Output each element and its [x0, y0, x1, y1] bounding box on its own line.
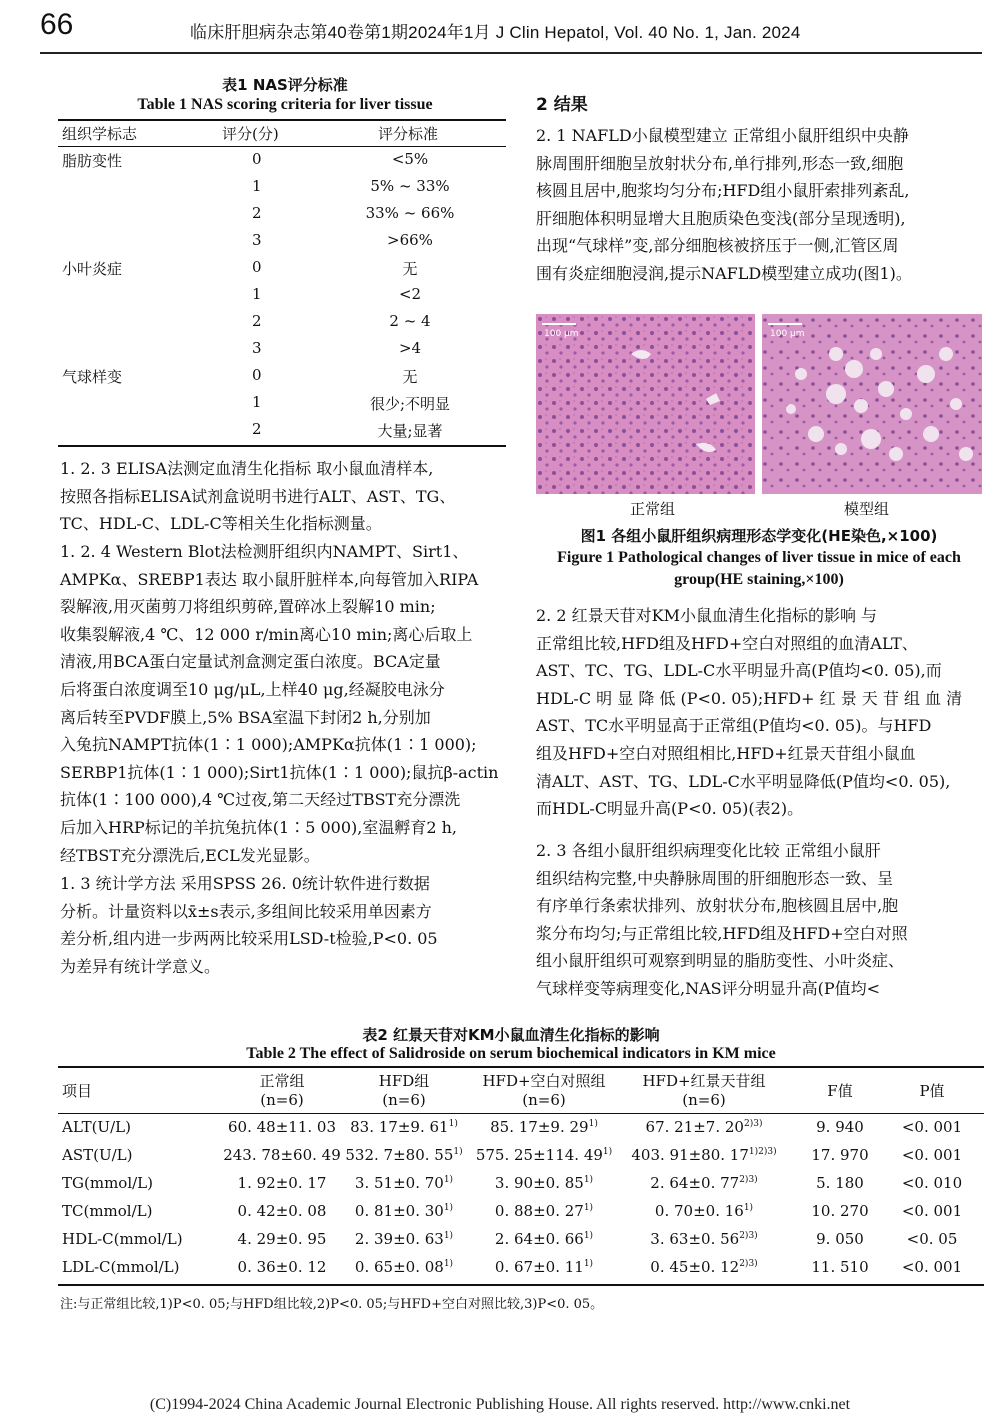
- figure1-histology: [536, 314, 982, 494]
- table2-value: 403. 91±80. 17: [631, 1146, 749, 1164]
- text-line: 肝细胞体积明显增大且胞质染色变浅(部分呈现透明),: [536, 208, 906, 228]
- table2-significance-mark: 1): [583, 1259, 594, 1269]
- table2-value: 0. 81±0. 30: [354, 1202, 444, 1220]
- table2-note: 注:与正常组比较,1)P<0. 05;与HFD组比较,2)P<0. 05;与HFD+空白对照比较,3)P<0. 05。: [60, 1297, 604, 1312]
- table2-cell-normal: [207, 1202, 357, 1220]
- paragraph-2-1: [536, 122, 984, 288]
- table2-cell-blank: [464, 1118, 624, 1136]
- table2-value: 0. 65±0. 08: [354, 1258, 444, 1276]
- text-line: TC、HDL-C、LDL-C等相关生化指标测量。: [60, 514, 382, 534]
- table2-cell-normal: [207, 1146, 357, 1164]
- table2-header-cell: 正常组: [259, 1072, 305, 1090]
- table2-value: <0. 001: [901, 1118, 963, 1136]
- text-line: 清液,用BCA蛋白定量试剂盒测定蛋白浓度。BCA定量: [60, 652, 441, 672]
- normal-group-image: [536, 314, 755, 494]
- text-line: 收集裂解液,4 ℃、12 000 r/min离心10 min;离心后取上: [60, 624, 473, 644]
- table2-significance-mark: 1): [588, 1119, 598, 1129]
- table2-cell-p: [892, 1230, 972, 1248]
- table1-cell-marker: 气球样变: [62, 368, 123, 386]
- text-line: 为差异有统计学意义。: [60, 956, 221, 976]
- table2-cell-p: [892, 1146, 972, 1164]
- table2-cell-sal: [624, 1230, 784, 1248]
- table2-cell-blank: [464, 1258, 624, 1276]
- section-heading-results: 2 结果: [536, 95, 588, 115]
- table2-cell-sal: [624, 1202, 784, 1220]
- text-line: 2. 1 NAFLD小鼠模型建立 正常组小鼠肝组织中央静: [536, 126, 909, 145]
- text-line: 组及HFD+空白对照组相比,HFD+红景天苷组小鼠血: [536, 743, 916, 763]
- table2-cell-hfd: [344, 1230, 464, 1248]
- table2-cell-item: [62, 1258, 180, 1276]
- text-line: 分析。计量资料以x̄±s表示,多组间比较采用单因素方: [60, 901, 432, 921]
- figure1-images: [536, 314, 982, 494]
- table2-header-n: (n=6): [522, 1091, 566, 1109]
- table2-value: LDL-C(mmol/L): [62, 1258, 180, 1276]
- table1-caption-en: Table 1 NAS scoring criteria for liver tissue: [137, 96, 433, 113]
- figure1-caption-en-line1: Figure 1 Pathological changes of liver tissue in mice of each: [557, 549, 961, 566]
- table2-header-n: (n=6): [382, 1091, 426, 1109]
- table1-cell-criteria: 2 ~ 4: [389, 312, 431, 330]
- text-line: 1. 2. 4 Western Blot法检测肝组织内NAMPT、Sirt1、: [60, 542, 469, 561]
- table2-value: 0. 42±0. 08: [237, 1202, 327, 1220]
- text-line: 围有炎症细胞浸润,提示NAFLD模型建立成功(图1)。: [536, 263, 912, 283]
- table1-cell-criteria: 无: [402, 368, 418, 386]
- table2-header-cell: F值: [827, 1082, 853, 1100]
- text-line: 1. 2. 3 ELISA法测定血清生化指标 取小鼠血清样本,: [60, 459, 434, 478]
- table2-value: 3. 90±0. 85: [494, 1174, 584, 1192]
- table2-cell-item: [62, 1146, 132, 1164]
- text-line: AST、TC、TG、LDL-C水平明显升高(P值均<0. 05),而: [536, 661, 942, 681]
- table2-value: 0. 45±0. 12: [650, 1258, 740, 1276]
- table2-value: 243. 78±60. 49: [223, 1146, 341, 1164]
- table2-cell-item: [62, 1230, 183, 1248]
- table2-value: HDL-C(mmol/L): [62, 1230, 183, 1248]
- table2-cell-hfd: [344, 1202, 464, 1220]
- table1-cell-criteria: 5% ~ 33%: [370, 177, 450, 195]
- table2-caption-cn: 表2 红景天苷对KM小鼠血清生化指标的影响: [362, 1026, 660, 1044]
- table2-value: 17. 970: [811, 1146, 869, 1164]
- scale-bar-label-model: 100 μm: [770, 329, 805, 339]
- table2-value: ALT(U/L): [62, 1118, 131, 1136]
- table2-value: AST(U/L): [62, 1146, 133, 1164]
- table2-significance-mark: 2)3): [739, 1231, 758, 1241]
- table1-bottom-rule: [58, 445, 506, 447]
- table2-significance-mark: 2)3): [743, 1119, 763, 1129]
- table2-value: 4. 29±0. 95: [237, 1230, 327, 1248]
- table2-significance-mark: 1): [443, 1259, 454, 1269]
- table2-value: 3. 63±0. 56: [650, 1230, 740, 1248]
- text-line: 后加入HRP标记的羊抗兔抗体(1∶5 000),室温孵育2 h,: [60, 817, 457, 837]
- table1-header-marker: 组织学标志: [62, 125, 138, 143]
- table2-value: 9. 940: [816, 1118, 864, 1136]
- text-line: 清ALT、AST、TG、LDL-C水平明显降低(P值均<0. 05),: [536, 771, 951, 791]
- page-number: 66: [40, 8, 74, 41]
- text-line: 后将蛋白浓度调至10 μg/μL,上样40 μg,经凝胶电泳分: [60, 679, 445, 699]
- table1-cell-score: 3: [252, 339, 262, 357]
- text-line: 有序单行条索状排列、放射状分布,胞核圆且居中,胞: [536, 896, 899, 916]
- table2-significance-mark: 2)3): [739, 1175, 758, 1185]
- table1-cell-criteria: <2: [398, 285, 422, 303]
- table1-cell-score: 2: [252, 204, 262, 222]
- table1-cell-score: 1: [252, 393, 262, 411]
- table2-value: 3. 51±0. 70: [354, 1174, 444, 1192]
- table2-cell-item: [62, 1118, 131, 1136]
- table2-value: <0. 001: [901, 1258, 963, 1276]
- table2-value: 5. 180: [816, 1174, 864, 1192]
- text-line: 2. 3 各组小鼠肝组织病理变化比较 正常组小鼠肝: [536, 841, 881, 860]
- table2-cell-normal: [207, 1230, 357, 1248]
- table2-cell-normal: [207, 1118, 357, 1136]
- table2-header-rule: [58, 1113, 984, 1114]
- text-line: HDL-C 明 显 降 低 (P<0. 05);HFD+ 红 景 天 苷 组 血 清: [536, 688, 963, 708]
- table2-cell-p: [892, 1118, 972, 1136]
- table2-significance-mark: 1): [448, 1119, 458, 1129]
- model-group-image: [762, 314, 982, 494]
- table2-value: <0. 001: [901, 1146, 963, 1164]
- table2-header-cell: HFD组: [378, 1072, 430, 1090]
- table2-cell-hfd: [344, 1258, 464, 1276]
- table2-significance-mark: 1): [743, 1203, 754, 1213]
- paragraph-1-2-4: [60, 538, 508, 869]
- table2-cell-f: [800, 1230, 880, 1248]
- table2-significance-mark: 1): [583, 1203, 594, 1213]
- text-line: 经TBST充分漂洗后,ECL发光显影。: [60, 845, 320, 865]
- table1-cell-criteria: 大量;显著: [377, 422, 443, 440]
- table2-cell-f: [800, 1174, 880, 1192]
- table2-value: 2. 39±0. 63: [354, 1230, 444, 1248]
- table2-value: 1. 92±0. 17: [237, 1174, 327, 1192]
- text-line: 离后转至PVDF膜上,5% BSA室温下封闭2 h,分别加: [60, 707, 431, 727]
- table2-value: 0. 36±0. 12: [237, 1258, 327, 1276]
- text-line: 1. 3 统计学方法 采用SPSS 26. 0统计软件进行数据: [60, 874, 430, 893]
- text-line: AMPKα、SREBP1表达 取小鼠肝脏样本,向每管加入RIPA: [60, 569, 479, 589]
- text-line: 差分析,组内进一步两两比较采用LSD-t检验,P<0. 05: [60, 929, 438, 949]
- table2-significance-mark: 1): [583, 1231, 594, 1241]
- text-line: 裂解液,用灭菌剪刀将组织剪碎,置碎冰上裂解10 min;: [60, 597, 436, 617]
- text-line: 按照各指标ELISA试剂盒说明书进行ALT、AST、TG、: [60, 486, 456, 506]
- table2-top-rule: [58, 1066, 984, 1068]
- text-line: 2. 2 红景天苷对KM小鼠血清生化指标的影响 与: [536, 606, 878, 625]
- table2-cell-item: [62, 1174, 153, 1192]
- table2-cell-normal: [207, 1258, 357, 1276]
- paragraph-1-2-3: [60, 455, 508, 538]
- table2-value: 0. 67±0. 11: [494, 1258, 584, 1276]
- table2-cell-item: [62, 1202, 152, 1220]
- table2-cell-normal: [207, 1174, 357, 1192]
- text-line: 浆分布均匀;与正常组比较,HFD组及HFD+空白对照: [536, 923, 908, 943]
- table2-significance-mark: 1)2)3): [748, 1147, 777, 1157]
- table2-significance-mark: 1): [602, 1147, 613, 1157]
- table1-cell-criteria: >4: [398, 339, 422, 357]
- table2-significance-mark: 1): [443, 1175, 454, 1185]
- table1-cell-criteria: 33% ~ 66%: [365, 204, 455, 222]
- table1-cell-score: 2: [252, 312, 262, 330]
- panel-label-normal: 正常组: [630, 500, 676, 518]
- header-rule: [40, 52, 982, 54]
- figure1-caption-en-line2: group(HE staining,×100): [674, 571, 844, 588]
- table2-value: 85. 17±9. 29: [490, 1118, 589, 1136]
- table2-value: 67. 21±7. 20: [645, 1118, 744, 1136]
- text-line: 入兔抗NAMPT抗体(1∶1 000);AMPKα抗体(1∶1 000);: [60, 735, 477, 755]
- text-line: 核圆且居中,胞浆均匀分布;HFD组小鼠肝索排列紊乱,: [536, 181, 910, 201]
- table2-cell-p: [892, 1202, 972, 1220]
- running-title: 临床肝胆病杂志第40卷第1期2024年1月 J Clin Hepatol, Vol. 40 No. 1, Jan. 2024: [190, 23, 801, 42]
- text-line: 气球样变等病理变化,NAS评分明显升高(P值均<: [536, 978, 881, 998]
- table2-significance-mark: 1): [453, 1147, 463, 1157]
- table2-cell-sal: [624, 1258, 784, 1276]
- paragraph-1-3: [60, 870, 508, 980]
- table2-caption-en: Table 2 The effect of Salidroside on serum biochemical indicators in KM mice: [246, 1045, 776, 1062]
- table2-significance-mark: 2)3): [739, 1259, 758, 1269]
- table1-cell-marker: 小叶炎症: [62, 260, 123, 278]
- table2-cell-p: [892, 1258, 972, 1276]
- table2-header-n: (n=6): [682, 1091, 726, 1109]
- table1-cell-criteria: >66%: [387, 231, 433, 249]
- table2-cell-hfd: [344, 1146, 464, 1164]
- table2-cell-blank: [464, 1146, 624, 1164]
- table1-caption-cn: 表1 NAS评分标准: [222, 76, 348, 94]
- table2-cell-sal: [624, 1146, 784, 1164]
- table2-significance-mark: 1): [583, 1175, 594, 1185]
- table2-cell-blank: [464, 1202, 624, 1220]
- table1-cell-criteria: <5%: [391, 150, 429, 168]
- text-line: AST、TC水平明显高于正常组(P值均<0. 05)。与HFD: [536, 716, 932, 736]
- table2-cell-sal: [624, 1174, 784, 1192]
- table2-value: 9. 050: [816, 1230, 864, 1248]
- table2-cell-blank: [464, 1230, 624, 1248]
- table2-value: <0. 001: [901, 1202, 963, 1220]
- table2-cell-f: [800, 1118, 880, 1136]
- table2-cell-f: [800, 1202, 880, 1220]
- table2-value: 2. 64±0. 77: [650, 1174, 740, 1192]
- text-line: 出现“气球样”变,部分细胞核被挤压于一侧,汇管区周: [536, 236, 899, 256]
- figure1-caption-cn: 图1 各组小鼠肝组织病理形态学变化(HE染色,×100): [580, 527, 938, 545]
- paragraph-2-3: [536, 837, 984, 1003]
- table2-header-cell: HFD+空白对照组: [482, 1072, 606, 1090]
- table1-cell-criteria: 很少;不明显: [369, 395, 451, 413]
- text-line: 而HDL-C明显升高(P<0. 05)(表2)。: [536, 799, 804, 819]
- table2-value: <0. 05: [906, 1230, 958, 1248]
- table2-cell-sal: [624, 1118, 784, 1136]
- table1-cell-score: 2: [252, 420, 262, 438]
- table2-header-cell: 项目: [62, 1082, 93, 1100]
- table2-value: 11. 510: [811, 1258, 869, 1276]
- text-line: 抗体(1∶100 000),4 ℃过夜,第二天经过TBST充分漂洗: [60, 790, 461, 810]
- table2-value: 532. 7±80. 55: [345, 1146, 454, 1164]
- table2-header-n: (n=6): [260, 1091, 304, 1109]
- table2-cell-f: [800, 1146, 880, 1164]
- table1-cell-score: 0: [252, 150, 262, 168]
- text-line: 脉周围肝细胞呈放射状分布,单行排列,形态一致,细胞: [536, 153, 904, 173]
- paragraph-2-2: [536, 602, 984, 823]
- table1-header-rule: [58, 146, 506, 147]
- table2-cell-p: [892, 1174, 972, 1192]
- table2-value: 2. 64±0. 66: [494, 1230, 584, 1248]
- table2-value: TG(mmol/L): [62, 1174, 153, 1192]
- text-line: 组小鼠肝组织可观察到明显的脂肪变性、小叶炎症、: [536, 951, 905, 971]
- table2-header-cell: P值: [919, 1082, 945, 1100]
- table2-value: 60. 48±11. 03: [228, 1118, 336, 1136]
- text-line: SERBP1抗体(1∶1 000);Sirt1抗体(1∶1 000);鼠抗β-actin: [60, 762, 499, 782]
- scale-bar-label-normal: 100 μm: [544, 329, 579, 339]
- table2-value: TC(mmol/L): [62, 1202, 153, 1220]
- table2-header-cell: HFD+红景天苷组: [642, 1072, 766, 1090]
- table2-value: 0. 88±0. 27: [494, 1202, 584, 1220]
- table2-cell-hfd: [344, 1118, 464, 1136]
- panel-label-model: 模型组: [844, 500, 890, 518]
- table1-cell-marker: 脂肪变性: [62, 152, 123, 170]
- table2-bottom-rule: [58, 1284, 984, 1286]
- table1-cell-score: 0: [252, 258, 262, 276]
- table1-header-score: 评分(分): [222, 125, 279, 143]
- copyright-footer: (C)1994-2024 China Academic Journal Electronic Publishing House. All rights reserved. http://www.cnki.net: [149, 1396, 851, 1413]
- table1-top-rule: [58, 119, 506, 121]
- table2-cell-f: [800, 1258, 880, 1276]
- table1-cell-score: 1: [252, 177, 262, 195]
- table2-value: 575. 25±114. 49: [475, 1146, 603, 1164]
- table2-significance-mark: 1): [443, 1231, 454, 1241]
- table2-cell-hfd: [344, 1174, 464, 1192]
- table1-header-criteria: 评分标准: [378, 125, 439, 143]
- table2-value: 0. 70±0. 16: [654, 1202, 744, 1220]
- table2-value: 83. 17±9. 61: [350, 1118, 449, 1136]
- table2-value: 10. 270: [811, 1202, 869, 1220]
- text-line: 正常组比较,HFD组及HFD+空白对照组的血清ALT、: [536, 633, 918, 653]
- table2-significance-mark: 1): [443, 1203, 454, 1213]
- table1-cell-criteria: 无: [402, 260, 418, 278]
- table1-cell-score: 3: [252, 231, 262, 249]
- table2-value: <0. 010: [901, 1174, 963, 1192]
- table1-cell-score: 1: [252, 285, 262, 303]
- table1-cell-score: 0: [252, 366, 262, 384]
- table2-cell-blank: [464, 1174, 624, 1192]
- text-line: 组织结构完整,中央静脉周围的肝细胞形态一致、呈: [536, 868, 894, 888]
